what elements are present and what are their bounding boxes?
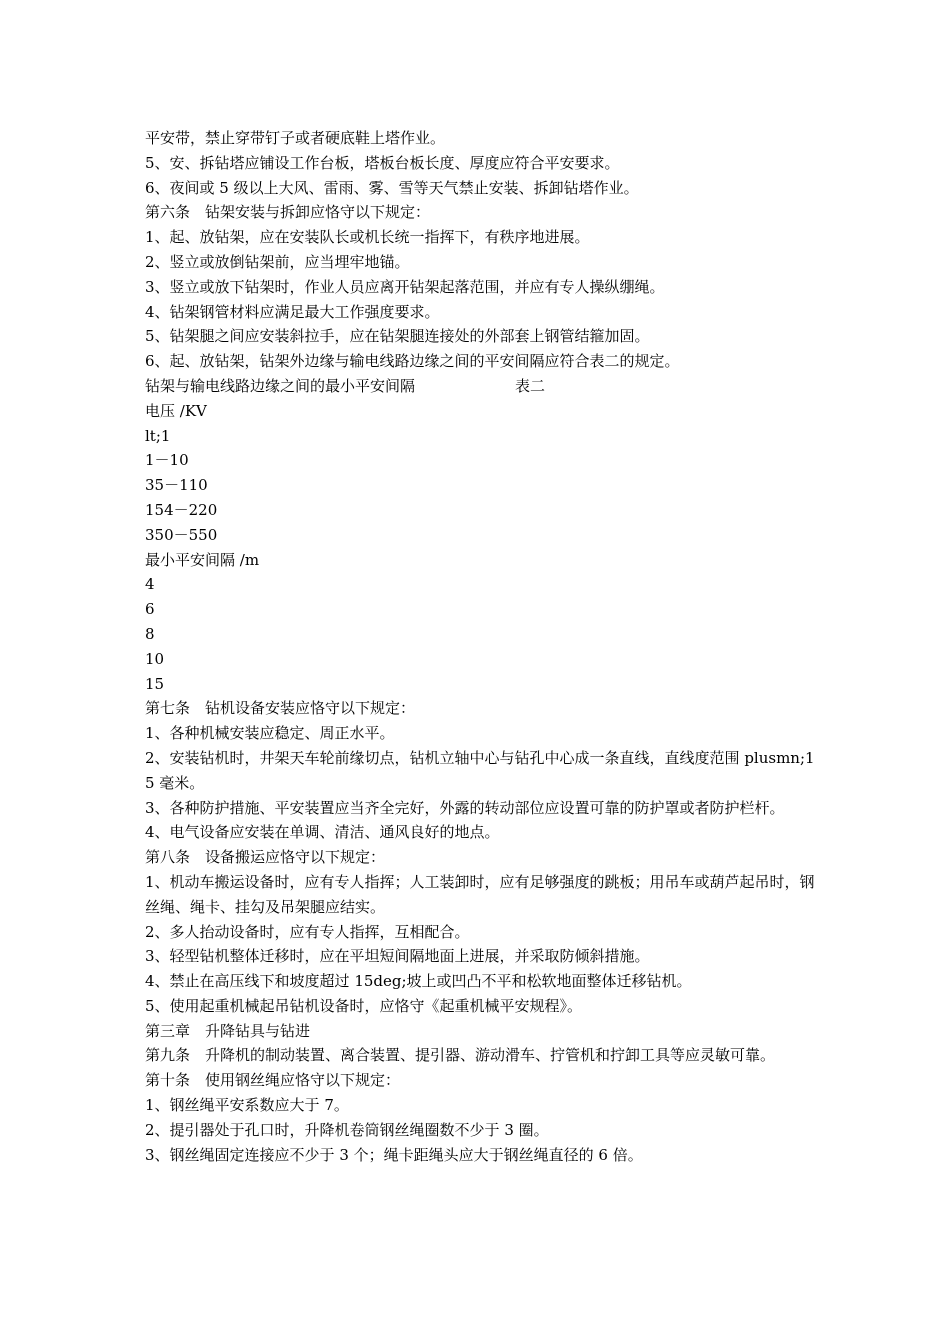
text-line: 3、竖立或放下钻架时，作业人员应离开钻架起落范围，并应有专人操纵绷绳。	[145, 277, 665, 296]
table-cell: 35－110	[145, 476, 208, 495]
table-caption	[145, 374, 815, 399]
table-cell: 8	[145, 624, 155, 643]
text-paragraph: 第九条 升降机的制动装置、离合装置、提引器、游动滑车、拧管机和拧卸工具等应灵敏可靠。	[145, 1046, 776, 1065]
article-heading: 第六条 钻架安装与拆卸应恪守以下规定：	[145, 203, 431, 222]
text-line: 6、起、放钻架，钻架外边缘与输电线路边缘之间的平安间隔应符合表二的规定。	[145, 352, 680, 371]
table-cell: 4	[145, 575, 155, 594]
table-cell: 15	[145, 674, 165, 693]
table-cell: 350－550	[145, 525, 218, 544]
text-line: 2、多人抬动设备时，应有专人指挥，互相配合。	[145, 922, 470, 941]
text-line: 3、轻型钻机整体迁移时，应在平坦短间隔地面上进展，并采取防倾斜措施。	[145, 947, 650, 966]
text-line: 2、提引器处于孔口时，升降机卷筒钢丝绳圈数不少于 3 圈。	[145, 1120, 549, 1139]
table-number: 表二	[515, 376, 546, 395]
text-line: 2、竖立或放倒钻架前，应当埋牢地锚。	[145, 252, 410, 271]
article-heading: 第十条 使用钢丝绳应恪守以下规定：	[145, 1071, 401, 1090]
article-heading: 第七条 钻机设备安装应恪守以下规定：	[145, 699, 416, 718]
table-cell: 6	[145, 600, 155, 619]
text-line: 4、禁止在高压线下和坡度超过 15deg;坡上或凹凸不平和松软地面整体迁移钻机。	[145, 972, 692, 991]
text-line: 5、安、拆钻塔应铺设工作台板，塔板台板长度、厚度应符合平安要求。	[145, 153, 620, 172]
table-cell: 10	[145, 649, 165, 668]
chapter-heading: 第三章 升降钻具与钻进	[145, 1021, 311, 1040]
text-paragraph: 3、各种防护措施、平安装置应当齐全完好，外露的转动部位应设置可靠的防护罩或者防护栏杆。	[145, 798, 785, 817]
text-paragraph: 1、机动车搬运设备时，应有专人指挥；人工装卸时，应有足够强度的跳板；用吊车或葫芦起吊时，钢丝绳、绳卡、挂勾及吊架腿应结实。	[145, 872, 815, 916]
distance-table	[145, 399, 815, 697]
text-line: 3、钢丝绳固定连接应不少于 3 个；绳卡距绳头应大于钢丝绳直径的 6 倍。	[145, 1145, 643, 1164]
table-cell: lt;1	[145, 426, 171, 445]
text-line: 1、各种机械安装应稳定、周正水平。	[145, 724, 395, 743]
document-page	[145, 126, 815, 1167]
text-line: 1、钢丝绳平安系数应大于 7。	[145, 1096, 349, 1115]
table-header-voltage: 电压 /KV	[145, 401, 207, 420]
text-line: 5、钻架腿之间应安装斜拉手，应在钻架腿连接处的外部套上钢管结箍加固。	[145, 327, 650, 346]
text-paragraph: 2、安装钻机时，井架天车轮前缘切点，钻机立轴中心与钻孔中心成一条直线，直线度范围 plusmn;15 毫米。	[145, 748, 815, 792]
text-line: 平安带，禁止穿带钉子或者硬底鞋上塔作业。	[145, 129, 446, 147]
text-line: 4、电气设备应安装在单调、清洁、通风良好的地点。	[145, 823, 500, 842]
text-line: 5、使用起重机械起吊钻机设备时，应恪守《起重机械平安规程》。	[145, 996, 583, 1015]
table-cell: 154－220	[145, 500, 218, 519]
article-heading: 第八条 设备搬运应恪守以下规定：	[145, 848, 386, 867]
text-line: 1、起、放钻架，应在安装队长或机长统一指挥下，有秩序地进展。	[145, 228, 590, 247]
table-title: 钻架与输电线路边缘之间的最小平安间隔	[145, 376, 416, 395]
table-cell: 1－10	[145, 451, 189, 470]
table-header-distance: 最小平安间隔 /m	[145, 550, 260, 569]
text-line: 6、夜间或 5 级以上大风、雷雨、雾、雪等天气禁止安装、拆卸钻塔作业。	[145, 178, 639, 197]
text-line: 4、钻架钢管材料应满足最大工作强度要求。	[145, 302, 440, 321]
